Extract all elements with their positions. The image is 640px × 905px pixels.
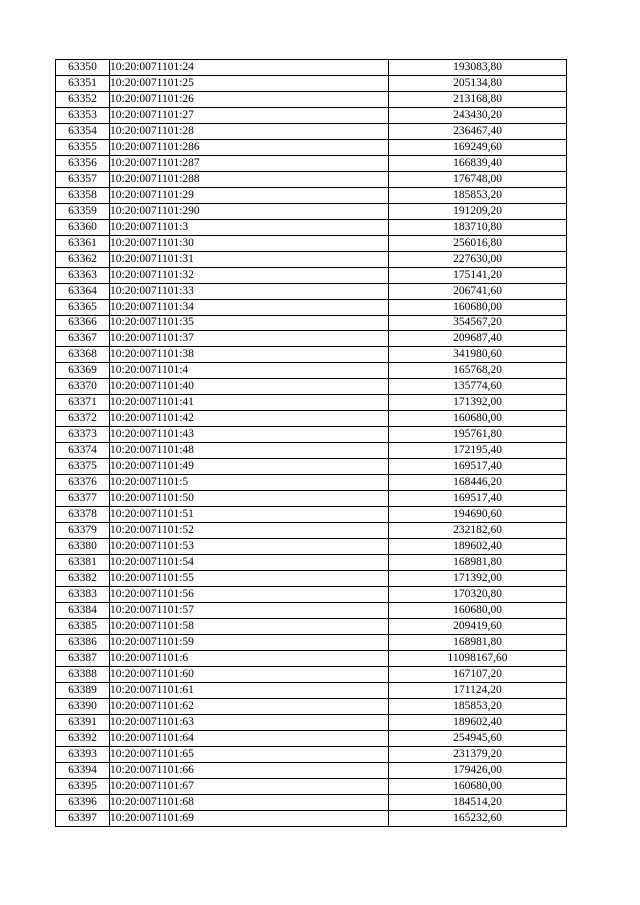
value-cell: 231379,20 xyxy=(389,746,567,762)
table-row xyxy=(56,60,567,76)
table-row xyxy=(56,363,567,379)
cadastral-number-cell: 10:20:0071101:42 xyxy=(110,411,389,427)
table-row xyxy=(56,571,567,587)
cadastral-value-table xyxy=(55,59,567,827)
value-cell: 205134,80 xyxy=(389,75,567,91)
row-number-cell: 63369 xyxy=(56,363,110,379)
cadastral-number-cell: 10:20:0071101:69 xyxy=(110,810,389,826)
table-row xyxy=(56,746,567,762)
cadastral-number-cell: 10:20:0071101:62 xyxy=(110,698,389,714)
cadastral-number-cell: 10:20:0071101:28 xyxy=(110,123,389,139)
cadastral-number-cell: 10:20:0071101:31 xyxy=(110,251,389,267)
cadastral-number-cell: 10:20:0071101:6 xyxy=(110,650,389,666)
table-row xyxy=(56,267,567,283)
table-row xyxy=(56,730,567,746)
value-cell: 166839,40 xyxy=(389,155,567,171)
value-cell: 160680,00 xyxy=(389,778,567,794)
row-number-cell: 63383 xyxy=(56,586,110,602)
table-row xyxy=(56,586,567,602)
value-cell: 160680,00 xyxy=(389,602,567,618)
row-number-cell: 63364 xyxy=(56,283,110,299)
value-cell: 256016,80 xyxy=(389,235,567,251)
row-number-cell: 63371 xyxy=(56,395,110,411)
table-row xyxy=(56,698,567,714)
cadastral-number-cell: 10:20:0071101:25 xyxy=(110,75,389,91)
cadastral-number-cell: 10:20:0071101:52 xyxy=(110,523,389,539)
value-cell: 354567,20 xyxy=(389,315,567,331)
cadastral-number-cell: 10:20:0071101:67 xyxy=(110,778,389,794)
value-cell: 168446,20 xyxy=(389,475,567,491)
cadastral-number-cell: 10:20:0071101:65 xyxy=(110,746,389,762)
cadastral-number-cell: 10:20:0071101:59 xyxy=(110,634,389,650)
value-cell: 169517,40 xyxy=(389,459,567,475)
cadastral-number-cell: 10:20:0071101:53 xyxy=(110,539,389,555)
row-number-cell: 63375 xyxy=(56,459,110,475)
row-number-cell: 63352 xyxy=(56,91,110,107)
cadastral-number-cell: 10:20:0071101:43 xyxy=(110,427,389,443)
cadastral-number-cell: 10:20:0071101:64 xyxy=(110,730,389,746)
cadastral-number-cell: 10:20:0071101:3 xyxy=(110,219,389,235)
table-row xyxy=(56,666,567,682)
table-row xyxy=(56,650,567,666)
row-number-cell: 63387 xyxy=(56,650,110,666)
table-row xyxy=(56,682,567,698)
value-cell: 243430,20 xyxy=(389,107,567,123)
value-cell: 232182,60 xyxy=(389,523,567,539)
row-number-cell: 63380 xyxy=(56,539,110,555)
cadastral-number-cell: 10:20:0071101:55 xyxy=(110,571,389,587)
row-number-cell: 63395 xyxy=(56,778,110,794)
value-cell: 191209,20 xyxy=(389,203,567,219)
table-row xyxy=(56,187,567,203)
row-number-cell: 63353 xyxy=(56,107,110,123)
value-cell: 170320,80 xyxy=(389,586,567,602)
table-row xyxy=(56,491,567,507)
row-number-cell: 63390 xyxy=(56,698,110,714)
row-number-cell: 63389 xyxy=(56,682,110,698)
cadastral-number-cell: 10:20:0071101:68 xyxy=(110,794,389,810)
table-row xyxy=(56,634,567,650)
value-cell: 11098167,60 xyxy=(389,650,567,666)
cadastral-number-cell: 10:20:0071101:60 xyxy=(110,666,389,682)
cadastral-number-cell: 10:20:0071101:26 xyxy=(110,91,389,107)
row-number-cell: 63362 xyxy=(56,251,110,267)
table-row xyxy=(56,331,567,347)
table-row xyxy=(56,459,567,475)
value-cell: 227630,00 xyxy=(389,251,567,267)
value-cell: 172195,40 xyxy=(389,443,567,459)
cadastral-number-cell: 10:20:0071101:58 xyxy=(110,618,389,634)
cadastral-number-cell: 10:20:0071101:33 xyxy=(110,283,389,299)
value-cell: 165232,60 xyxy=(389,810,567,826)
table-body xyxy=(56,60,567,827)
value-cell: 341980,60 xyxy=(389,347,567,363)
cadastral-number-cell: 10:20:0071101:287 xyxy=(110,155,389,171)
row-number-cell: 63356 xyxy=(56,155,110,171)
cadastral-number-cell: 10:20:0071101:37 xyxy=(110,331,389,347)
table-row xyxy=(56,794,567,810)
cadastral-number-cell: 10:20:0071101:57 xyxy=(110,602,389,618)
value-cell: 183710,80 xyxy=(389,219,567,235)
table-row xyxy=(56,347,567,363)
cadastral-number-cell: 10:20:0071101:30 xyxy=(110,235,389,251)
row-number-cell: 63385 xyxy=(56,618,110,634)
value-cell: 206741,60 xyxy=(389,283,567,299)
table-row xyxy=(56,155,567,171)
table-row xyxy=(56,123,567,139)
row-number-cell: 63370 xyxy=(56,379,110,395)
cadastral-number-cell: 10:20:0071101:29 xyxy=(110,187,389,203)
row-number-cell: 63355 xyxy=(56,139,110,155)
table-row xyxy=(56,395,567,411)
table-row xyxy=(56,618,567,634)
table-row xyxy=(56,507,567,523)
cadastral-number-cell: 10:20:0071101:49 xyxy=(110,459,389,475)
table-row xyxy=(56,539,567,555)
value-cell: 168981,80 xyxy=(389,555,567,571)
row-number-cell: 63397 xyxy=(56,810,110,826)
table-row xyxy=(56,283,567,299)
table-row xyxy=(56,475,567,491)
value-cell: 160680,00 xyxy=(389,411,567,427)
table-row xyxy=(56,555,567,571)
cadastral-number-cell: 10:20:0071101:61 xyxy=(110,682,389,698)
value-cell: 209687,40 xyxy=(389,331,567,347)
row-number-cell: 63368 xyxy=(56,347,110,363)
table-row xyxy=(56,714,567,730)
cadastral-number-cell: 10:20:0071101:35 xyxy=(110,315,389,331)
row-number-cell: 63384 xyxy=(56,602,110,618)
value-cell: 236467,40 xyxy=(389,123,567,139)
row-number-cell: 63358 xyxy=(56,187,110,203)
row-number-cell: 63373 xyxy=(56,427,110,443)
row-number-cell: 63396 xyxy=(56,794,110,810)
value-cell: 171392,00 xyxy=(389,571,567,587)
cadastral-number-cell: 10:20:0071101:4 xyxy=(110,363,389,379)
row-number-cell: 63377 xyxy=(56,491,110,507)
table-row xyxy=(56,171,567,187)
row-number-cell: 63360 xyxy=(56,219,110,235)
cadastral-number-cell: 10:20:0071101:50 xyxy=(110,491,389,507)
cadastral-number-cell: 10:20:0071101:288 xyxy=(110,171,389,187)
cadastral-number-cell: 10:20:0071101:24 xyxy=(110,60,389,76)
value-cell: 185853,20 xyxy=(389,698,567,714)
value-cell: 165768,20 xyxy=(389,363,567,379)
value-cell: 135774,60 xyxy=(389,379,567,395)
row-number-cell: 63350 xyxy=(56,60,110,76)
table-row xyxy=(56,427,567,443)
cadastral-number-cell: 10:20:0071101:286 xyxy=(110,139,389,155)
table-row xyxy=(56,602,567,618)
table-row xyxy=(56,107,567,123)
row-number-cell: 63393 xyxy=(56,746,110,762)
value-cell: 209419,60 xyxy=(389,618,567,634)
cadastral-number-cell: 10:20:0071101:51 xyxy=(110,507,389,523)
value-cell: 160680,00 xyxy=(389,299,567,315)
value-cell: 185853,20 xyxy=(389,187,567,203)
value-cell: 171392,00 xyxy=(389,395,567,411)
value-cell: 193083,80 xyxy=(389,60,567,76)
table-row xyxy=(56,139,567,155)
cadastral-number-cell: 10:20:0071101:34 xyxy=(110,299,389,315)
table-row xyxy=(56,810,567,826)
row-number-cell: 63388 xyxy=(56,666,110,682)
cadastral-number-cell: 10:20:0071101:40 xyxy=(110,379,389,395)
value-cell: 195761,80 xyxy=(389,427,567,443)
cadastral-number-cell: 10:20:0071101:5 xyxy=(110,475,389,491)
table-row xyxy=(56,778,567,794)
value-cell: 189602,40 xyxy=(389,714,567,730)
value-cell: 184514,20 xyxy=(389,794,567,810)
row-number-cell: 63392 xyxy=(56,730,110,746)
row-number-cell: 63376 xyxy=(56,475,110,491)
row-number-cell: 63382 xyxy=(56,571,110,587)
table-row xyxy=(56,762,567,778)
row-number-cell: 63359 xyxy=(56,203,110,219)
table-row xyxy=(56,411,567,427)
value-cell: 213168,80 xyxy=(389,91,567,107)
value-cell: 169517,40 xyxy=(389,491,567,507)
cadastral-number-cell: 10:20:0071101:56 xyxy=(110,586,389,602)
value-cell: 189602,40 xyxy=(389,539,567,555)
table-row xyxy=(56,219,567,235)
value-cell: 171124,20 xyxy=(389,682,567,698)
table-row xyxy=(56,203,567,219)
row-number-cell: 63381 xyxy=(56,555,110,571)
row-number-cell: 63367 xyxy=(56,331,110,347)
table-row xyxy=(56,75,567,91)
value-cell: 176748,00 xyxy=(389,171,567,187)
row-number-cell: 63386 xyxy=(56,634,110,650)
row-number-cell: 63372 xyxy=(56,411,110,427)
row-number-cell: 63394 xyxy=(56,762,110,778)
cadastral-number-cell: 10:20:0071101:41 xyxy=(110,395,389,411)
table-row xyxy=(56,443,567,459)
cadastral-number-cell: 10:20:0071101:66 xyxy=(110,762,389,778)
table-row xyxy=(56,251,567,267)
value-cell: 169249,60 xyxy=(389,139,567,155)
value-cell: 168981,80 xyxy=(389,634,567,650)
table-row xyxy=(56,235,567,251)
row-number-cell: 63363 xyxy=(56,267,110,283)
row-number-cell: 63374 xyxy=(56,443,110,459)
row-number-cell: 63365 xyxy=(56,299,110,315)
row-number-cell: 63378 xyxy=(56,507,110,523)
value-cell: 254945,60 xyxy=(389,730,567,746)
value-cell: 179426,00 xyxy=(389,762,567,778)
value-cell: 167107,20 xyxy=(389,666,567,682)
row-number-cell: 63351 xyxy=(56,75,110,91)
row-number-cell: 63357 xyxy=(56,171,110,187)
cadastral-number-cell: 10:20:0071101:54 xyxy=(110,555,389,571)
table-row xyxy=(56,299,567,315)
row-number-cell: 63366 xyxy=(56,315,110,331)
row-number-cell: 63379 xyxy=(56,523,110,539)
row-number-cell: 63354 xyxy=(56,123,110,139)
cadastral-number-cell: 10:20:0071101:32 xyxy=(110,267,389,283)
value-cell: 175141,20 xyxy=(389,267,567,283)
cadastral-number-cell: 10:20:0071101:290 xyxy=(110,203,389,219)
cadastral-number-cell: 10:20:0071101:48 xyxy=(110,443,389,459)
value-cell: 194690,60 xyxy=(389,507,567,523)
cadastral-number-cell: 10:20:0071101:27 xyxy=(110,107,389,123)
table-row xyxy=(56,379,567,395)
cadastral-number-cell: 10:20:0071101:38 xyxy=(110,347,389,363)
table-row xyxy=(56,91,567,107)
cadastral-number-cell: 10:20:0071101:63 xyxy=(110,714,389,730)
table-row xyxy=(56,315,567,331)
table-row xyxy=(56,523,567,539)
row-number-cell: 63361 xyxy=(56,235,110,251)
row-number-cell: 63391 xyxy=(56,714,110,730)
